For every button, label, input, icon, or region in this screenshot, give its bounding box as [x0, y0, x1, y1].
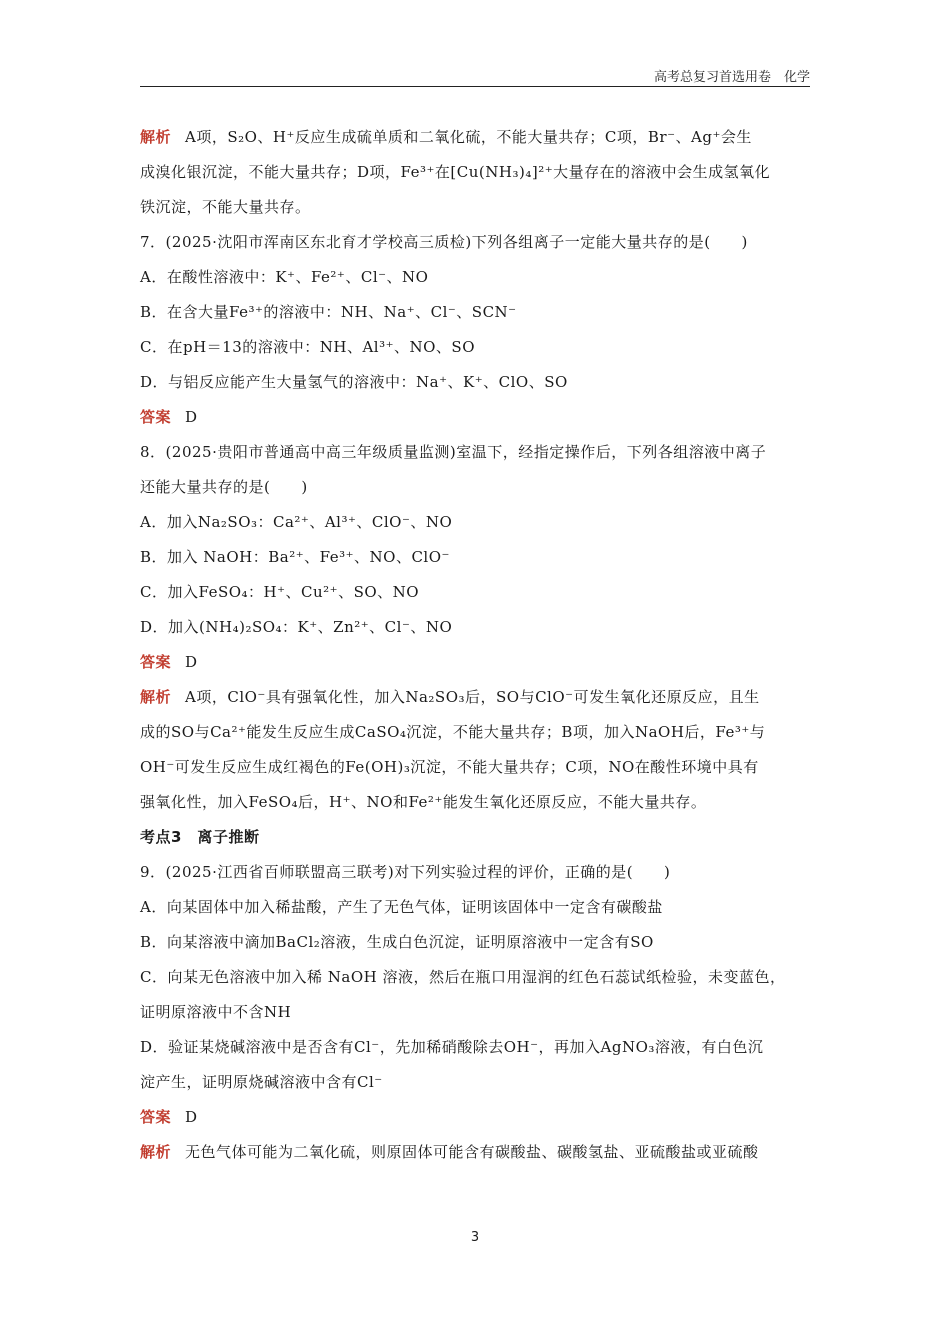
analysis-text: 强氧化性，加入FeSO₄后，H⁺、NO和Fe²⁺能发生氧化还原反应，不能大量共存。 [140, 793, 707, 811]
question-9-option-b: B．向某溶液中滴加BaCl₂溶液，生成白色沉淀，证明原溶液中一定含有SO [140, 933, 654, 951]
header-title: 高考总复习首选用卷 化学 [653, 70, 810, 85]
answer-paragraph [140, 1100, 810, 1135]
question-9-option-c: C．向某无色溶液中加入稀 NaOH 溶液，然后在瓶口用湿润的红色石蕊试纸检验，未变蓝色， [140, 968, 786, 986]
question-7-option-d: D．与铝反应能产生大量氢气的溶液中：Na⁺、K⁺、ClO、SO [140, 373, 568, 391]
question-8-stem: 8．(2025·贵阳市普通高中高三年级质量监测)室温下，经指定操作后，下列各组溶液中离子 [140, 443, 767, 461]
answer-paragraph [140, 400, 810, 435]
analysis-text: A项，ClO⁻具有强氧化性，加入Na₂SO₃后，SO与ClO⁻可发生氧化还原反应，且生 [185, 688, 760, 706]
question-7-option-a: A．在酸性溶液中：K⁺、Fe²⁺、Cl⁻、NO [140, 268, 429, 286]
question-7-option-c: C．在pH＝13的溶液中：NH、Al³⁺、NO、SO [140, 338, 476, 356]
question-7-stem: 7．(2025·沈阳市浑南区东北育才学校高三质检)下列各组离子一定能大量共存的是( ) [140, 233, 748, 251]
question-8-option-a: A．加入Na₂SO₃：Ca²⁺、Al³⁺、ClO⁻、NO [140, 513, 453, 531]
analysis-paragraph [140, 680, 810, 715]
answer-value: D [185, 653, 198, 671]
page-content [140, 120, 810, 1170]
analysis-label: 解析 [140, 688, 172, 706]
question-8-option-d: D．加入(NH₄)₂SO₄：K⁺、Zn²⁺、Cl⁻、NO [140, 618, 453, 636]
section-heading: 考点3 离子推断 [140, 828, 260, 846]
analysis-paragraph [140, 120, 810, 155]
question-8-stem: 还能大量共存的是( ) [140, 478, 308, 496]
question-9-option-c: 证明原溶液中不含NH [140, 1003, 292, 1021]
analysis-paragraph [140, 1135, 810, 1170]
answer-label: 答案 [140, 653, 172, 671]
analysis-label: 解析 [140, 1143, 172, 1161]
header-rule [140, 86, 810, 87]
question-8-option-b: B．加入 NaOH：Ba²⁺、Fe³⁺、NO、ClO⁻ [140, 548, 450, 566]
answer-paragraph [140, 645, 810, 680]
analysis-text: 成溴化银沉淀，不能大量共存；D项，Fe³⁺在[Cu(NH₃)₄]²⁺大量存在的溶液中会生成氢氧化 [140, 163, 771, 181]
analysis-text: A项，S₂O、H⁺反应生成硫单质和二氧化硫，不能大量共存；C项，Br⁻、Ag⁺会生 [185, 128, 752, 146]
answer-label: 答案 [140, 1108, 172, 1126]
answer-value: D [185, 1108, 198, 1126]
page-number: 3 [470, 1230, 480, 1245]
analysis-text: 铁沉淀，不能大量共存。 [140, 198, 311, 216]
question-9-stem: 9．(2025·江西省百师联盟高三联考)对下列实验过程的评价，正确的是( ) [140, 863, 671, 881]
analysis-text: 成的SO与Ca²⁺能发生反应生成CaSO₄沉淀，不能大量共存；B项，加入NaOH后，Fe³⁺与 [140, 723, 766, 741]
question-8-option-c: C．加入FeSO₄：H⁺、Cu²⁺、SO、NO [140, 583, 420, 601]
question-7-option-b: B．在含大量Fe³⁺的溶液中：NH、Na⁺、Cl⁻、SCN⁻ [140, 303, 517, 321]
answer-label: 答案 [140, 408, 172, 426]
analysis-text: 无色气体可能为二氧化硫，则原固体可能含有碳酸盐、碳酸氢盐、亚硫酸盐或亚硫酸 [185, 1143, 759, 1161]
question-9-option-d: D．验证某烧碱溶液中是否含有Cl⁻，先加稀硝酸除去OH⁻，再加入AgNO₃溶液，有白色沉 [140, 1038, 764, 1056]
answer-value: D [185, 408, 198, 426]
analysis-text: OH⁻可发生反应生成红褐色的Fe(OH)₃沉淀，不能大量共存；C项，NO在酸性环境中具有 [140, 758, 759, 776]
question-9-option-d: 淀产生，证明原烧碱溶液中含有Cl⁻ [140, 1073, 383, 1091]
analysis-label: 解析 [140, 128, 172, 146]
question-9-option-a: A．向某固体中加入稀盐酸，产生了无色气体，证明该固体中一定含有碳酸盐 [140, 898, 663, 916]
